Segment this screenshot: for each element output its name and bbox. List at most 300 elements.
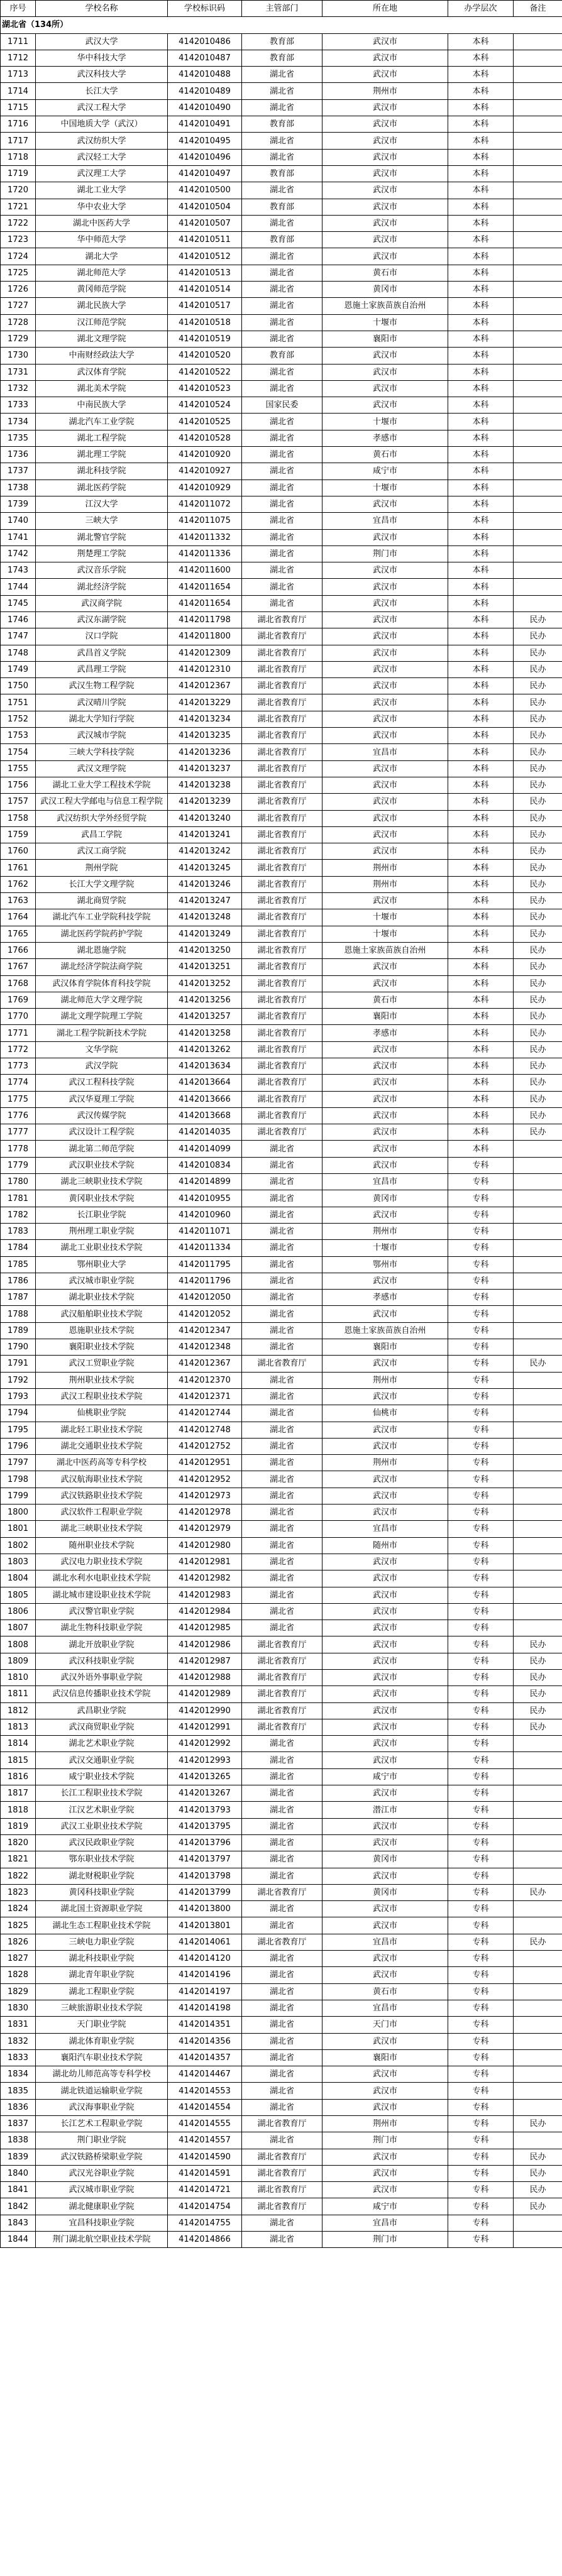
cell-serial: 1826 [1, 1934, 36, 1950]
cell-department: 湖北省教育厅 [242, 876, 322, 892]
cell-school-name: 武汉大学 [36, 33, 168, 50]
cell-location: 武汉市 [322, 628, 448, 645]
cell-location: 武汉市 [322, 711, 448, 727]
cell-school-name: 武汉船舶职业技术学院 [36, 1306, 168, 1322]
table-row [1, 314, 562, 331]
cell-department: 湖北省 [242, 595, 322, 611]
cell-serial: 1807 [1, 1620, 36, 1636]
table-row [1, 661, 562, 677]
header-school-code: 学校标识码 [168, 1, 242, 17]
cell-serial: 1829 [1, 1983, 36, 2000]
cell-school-code: 4142010960 [168, 1207, 242, 1223]
cell-school-code: 4142012367 [168, 678, 242, 694]
cell-school-name: 黄冈职业技术学院 [36, 1190, 168, 1207]
cell-school-code: 4142010834 [168, 1157, 242, 1173]
cell-remark: 民办 [514, 611, 562, 628]
cell-serial: 1779 [1, 1157, 36, 1173]
cell-level: 本科 [448, 331, 514, 347]
cell-remark [514, 430, 562, 446]
cell-serial: 1758 [1, 810, 36, 826]
table-row [1, 348, 562, 364]
cell-remark: 民办 [514, 661, 562, 677]
cell-school-name: 湖北大学知行学院 [36, 711, 168, 727]
cell-level: 本科 [448, 1058, 514, 1075]
table-row [1, 397, 562, 414]
cell-school-name: 黄冈师范学院 [36, 282, 168, 298]
cell-level: 本科 [448, 728, 514, 744]
cell-school-name: 荆州学院 [36, 860, 168, 876]
cell-location: 十堰市 [322, 414, 448, 430]
table-row [1, 1025, 562, 1041]
cell-school-code: 4142013247 [168, 893, 242, 909]
table-row [1, 67, 562, 83]
cell-school-code: 4142012988 [168, 1669, 242, 1685]
table-row [1, 975, 562, 992]
cell-school-name: 湖北生物科技职业学院 [36, 1620, 168, 1636]
cell-school-name: 华中师范大学 [36, 232, 168, 248]
cell-department: 湖北省 [242, 2132, 322, 2149]
cell-serial: 1805 [1, 1587, 36, 1603]
cell-location: 武汉市 [322, 1967, 448, 1983]
cell-serial: 1819 [1, 1818, 36, 1834]
table-row [1, 826, 562, 843]
table-row [1, 860, 562, 876]
table-row [1, 1818, 562, 1834]
cell-remark [514, 199, 562, 215]
cell-department: 湖北省 [242, 1207, 322, 1223]
cell-location: 武汉市 [322, 661, 448, 677]
cell-school-name: 襄阳汽车职业技术学院 [36, 2049, 168, 2066]
cell-remark [514, 99, 562, 116]
cell-school-code: 4142010517 [168, 298, 242, 314]
cell-school-code: 4142013800 [168, 1901, 242, 1917]
cell-remark: 民办 [514, 1636, 562, 1653]
cell-serial: 1822 [1, 1868, 36, 1884]
cell-remark [514, 513, 562, 529]
cell-school-name: 三峡大学科技学院 [36, 744, 168, 760]
cell-department: 湖北省 [242, 1190, 322, 1207]
cell-location: 武汉市 [322, 1141, 448, 1157]
cell-level: 专科 [448, 1818, 514, 1834]
cell-serial: 1783 [1, 1223, 36, 1239]
table-row [1, 545, 562, 562]
cell-school-name: 武汉体育学院体育科技学院 [36, 975, 168, 992]
cell-location: 武汉市 [322, 678, 448, 694]
cell-department: 湖北省 [242, 282, 322, 298]
cell-department: 湖北省 [242, 1174, 322, 1190]
table-row [1, 1785, 562, 1802]
cell-level: 本科 [448, 678, 514, 694]
cell-remark: 民办 [514, 628, 562, 645]
cell-location: 荆州市 [322, 83, 448, 99]
cell-location: 武汉市 [322, 694, 448, 711]
table-row [1, 380, 562, 397]
cell-school-code: 4142010927 [168, 463, 242, 480]
cell-location: 荆州市 [322, 860, 448, 876]
table-row [1, 1570, 562, 1587]
cell-location: 武汉市 [322, 99, 448, 116]
cell-location: 武汉市 [322, 165, 448, 182]
cell-location: 黄冈市 [322, 1884, 448, 1900]
cell-remark [514, 282, 562, 298]
cell-serial: 1792 [1, 1372, 36, 1388]
cell-level: 本科 [448, 694, 514, 711]
cell-school-name: 湖北经济学院 [36, 579, 168, 595]
cell-department: 湖北省 [242, 1587, 322, 1603]
cell-remark [514, 1901, 562, 1917]
cell-location: 武汉市 [322, 496, 448, 512]
cell-serial: 1776 [1, 1107, 36, 1124]
cell-school-name: 武汉文理学院 [36, 760, 168, 777]
cell-department: 湖北省 [242, 2066, 322, 2083]
cell-department: 湖北省教育厅 [242, 1686, 322, 1702]
cell-serial: 1713 [1, 67, 36, 83]
cell-level: 本科 [448, 959, 514, 975]
cell-remark [514, 348, 562, 364]
cell-serial: 1769 [1, 992, 36, 1008]
cell-school-code: 4142014721 [168, 2182, 242, 2198]
cell-school-name: 湖北城市建设职业技术学院 [36, 1587, 168, 1603]
cell-serial: 1747 [1, 628, 36, 645]
cell-location: 潜江市 [322, 1802, 448, 1818]
cell-location: 荆州市 [322, 2116, 448, 2132]
cell-school-code: 4142012992 [168, 1736, 242, 1752]
cell-school-code: 4142010489 [168, 83, 242, 99]
cell-school-name: 恩施职业技术学院 [36, 1322, 168, 1339]
cell-department: 湖北省 [242, 1521, 322, 1537]
cell-level: 专科 [448, 2165, 514, 2181]
table-row [1, 942, 562, 958]
cell-level: 专科 [448, 1554, 514, 1570]
cell-school-name: 武汉城市学院 [36, 728, 168, 744]
cell-school-name: 三峡旅游职业技术学院 [36, 2000, 168, 2016]
cell-serial: 1767 [1, 959, 36, 975]
cell-school-code: 4142013666 [168, 1091, 242, 1107]
cell-school-name: 荆楚理工学院 [36, 545, 168, 562]
table-row [1, 728, 562, 744]
cell-school-code: 4142013242 [168, 843, 242, 860]
cell-serial: 1832 [1, 2033, 36, 2049]
cell-location: 武汉市 [322, 1603, 448, 1620]
cell-level: 专科 [448, 1504, 514, 1521]
cell-school-code: 4142014554 [168, 2099, 242, 2115]
cell-level: 本科 [448, 1009, 514, 1025]
cell-location: 十堰市 [322, 314, 448, 331]
cell-remark: 民办 [514, 1653, 562, 1669]
cell-school-name: 湖北文理学院理工学院 [36, 1009, 168, 1025]
cell-school-name: 武汉工程大学邮电与信息工程学院 [36, 794, 168, 810]
cell-remark: 民办 [514, 893, 562, 909]
cell-serial: 1729 [1, 331, 36, 347]
cell-level: 本科 [448, 645, 514, 661]
cell-school-code: 4142012982 [168, 1570, 242, 1587]
table-row [1, 694, 562, 711]
cell-school-code: 4142013262 [168, 1041, 242, 1058]
cell-school-name: 武汉商学院 [36, 595, 168, 611]
cell-remark: 民办 [514, 2149, 562, 2165]
table-row [1, 1058, 562, 1075]
table-row [1, 843, 562, 860]
cell-school-code: 4142014557 [168, 2132, 242, 2149]
table-row [1, 2000, 562, 2016]
cell-serial: 1817 [1, 1785, 36, 1802]
table-row [1, 116, 562, 133]
cell-school-name: 宜昌科技职业学院 [36, 2215, 168, 2231]
table-row [1, 777, 562, 793]
cell-remark: 民办 [514, 926, 562, 942]
cell-remark [514, 50, 562, 66]
cell-remark [514, 1785, 562, 1802]
table-row [1, 1339, 562, 1356]
cell-level: 专科 [448, 1339, 514, 1356]
cell-remark: 民办 [514, 909, 562, 926]
cell-school-code: 4142012980 [168, 1537, 242, 1554]
cell-serial: 1820 [1, 1834, 36, 1851]
cell-serial: 1777 [1, 1124, 36, 1141]
cell-remark [514, 2017, 562, 2033]
cell-remark [514, 1372, 562, 1388]
cell-department: 湖北省教育厅 [242, 628, 322, 645]
cell-location: 武汉市 [322, 1422, 448, 1438]
table-row [1, 447, 562, 463]
cell-school-code: 4142014553 [168, 2083, 242, 2099]
cell-remark [514, 447, 562, 463]
cell-serial: 1731 [1, 364, 36, 380]
cell-serial: 1802 [1, 1537, 36, 1554]
cell-level: 本科 [448, 447, 514, 463]
cell-department: 湖北省教育厅 [242, 1107, 322, 1124]
cell-school-name: 湖北工程职业学院 [36, 1983, 168, 2000]
cell-location: 武汉市 [322, 33, 448, 50]
cell-location: 宜昌市 [322, 2000, 448, 2016]
cell-department: 湖北省 [242, 1802, 322, 1818]
cell-serial: 1734 [1, 414, 36, 430]
header-level: 办学层次 [448, 1, 514, 17]
cell-location: 武汉市 [322, 1917, 448, 1934]
cell-school-code: 4142010519 [168, 331, 242, 347]
cell-department: 湖北省 [242, 215, 322, 231]
cell-department: 湖北省 [242, 182, 322, 199]
cell-school-name: 仙桃职业学院 [36, 1405, 168, 1422]
cell-location: 武汉市 [322, 843, 448, 860]
table-row [1, 480, 562, 496]
cell-school-name: 三峡电力职业学院 [36, 1934, 168, 1950]
cell-school-name: 湖北铁道运输职业学院 [36, 2083, 168, 2099]
cell-department: 湖北省教育厅 [242, 942, 322, 958]
table-row [1, 1124, 562, 1141]
cell-department: 湖北省 [242, 1240, 322, 1256]
cell-level: 专科 [448, 2215, 514, 2231]
table-row [1, 1521, 562, 1537]
table-row [1, 1554, 562, 1570]
cell-department: 湖北省 [242, 2017, 322, 2033]
cell-level: 专科 [448, 1372, 514, 1388]
cell-school-name: 天门职业学院 [36, 2017, 168, 2033]
cell-level: 本科 [448, 1041, 514, 1058]
cell-location: 武汉市 [322, 199, 448, 215]
cell-department: 湖北省教育厅 [242, 1041, 322, 1058]
cell-school-name: 湖北工业职业技术学院 [36, 1240, 168, 1256]
cell-remark: 民办 [514, 1934, 562, 1950]
table-row [1, 1190, 562, 1207]
table-row [1, 513, 562, 529]
cell-level: 本科 [448, 711, 514, 727]
cell-school-name: 三峡大学 [36, 513, 168, 529]
cell-location: 武汉市 [322, 959, 448, 975]
cell-level: 本科 [448, 348, 514, 364]
cell-remark [514, 1752, 562, 1768]
cell-school-name: 湖北警官学院 [36, 529, 168, 545]
cell-school-code: 4142010929 [168, 480, 242, 496]
cell-serial: 1711 [1, 33, 36, 50]
cell-department: 湖北省 [242, 133, 322, 149]
cell-school-code: 4142014196 [168, 1967, 242, 1983]
cell-department: 湖北省 [242, 1967, 322, 1983]
cell-remark [514, 1868, 562, 1884]
cell-level: 专科 [448, 1851, 514, 1868]
cell-level: 专科 [448, 1983, 514, 2000]
cell-serial: 1759 [1, 826, 36, 843]
cell-location: 咸宁市 [322, 463, 448, 480]
table-row [1, 611, 562, 628]
cell-location: 十堰市 [322, 480, 448, 496]
cell-serial: 1738 [1, 480, 36, 496]
cell-department: 湖北省 [242, 1504, 322, 1521]
cell-school-name: 江汉艺术职业学院 [36, 1802, 168, 1818]
cell-school-code: 4142010513 [168, 265, 242, 281]
cell-school-code: 4142014555 [168, 2116, 242, 2132]
cell-level: 专科 [448, 1570, 514, 1587]
cell-school-code: 4142014590 [168, 2149, 242, 2165]
table-row [1, 2083, 562, 2099]
cell-level: 本科 [448, 529, 514, 545]
cell-department: 湖北省教育厅 [242, 843, 322, 860]
cell-school-name: 武汉铁路桥梁职业学院 [36, 2149, 168, 2165]
cell-school-name: 湖北恩施学院 [36, 942, 168, 958]
cell-school-name: 武昌理工学院 [36, 661, 168, 677]
header-row [1, 1, 562, 17]
cell-school-name: 武汉华夏理工学院 [36, 1091, 168, 1107]
cell-serial: 1739 [1, 496, 36, 512]
cell-serial: 1773 [1, 1058, 36, 1075]
cell-remark [514, 2215, 562, 2231]
cell-department: 湖北省教育厅 [242, 1934, 322, 1950]
cell-school-name: 武汉城市职业学院 [36, 1273, 168, 1289]
cell-serial: 1821 [1, 1851, 36, 1868]
cell-serial: 1730 [1, 348, 36, 364]
cell-department: 湖北省 [242, 1290, 322, 1306]
cell-school-name: 湖北青年职业学院 [36, 1967, 168, 1983]
cell-serial: 1841 [1, 2182, 36, 2198]
cell-school-name: 湖北职业技术学院 [36, 1290, 168, 1306]
cell-serial: 1755 [1, 760, 36, 777]
cell-serial: 1789 [1, 1322, 36, 1339]
cell-level: 本科 [448, 810, 514, 826]
cell-serial: 1781 [1, 1190, 36, 1207]
cell-department: 湖北省教育厅 [242, 1719, 322, 1735]
cell-department: 湖北省 [242, 1834, 322, 1851]
cell-remark [514, 380, 562, 397]
cell-level: 专科 [448, 1455, 514, 1471]
cell-department: 湖北省 [242, 364, 322, 380]
cell-remark [514, 1339, 562, 1356]
cell-remark [514, 496, 562, 512]
cell-serial: 1757 [1, 794, 36, 810]
cell-level: 专科 [448, 1388, 514, 1405]
cell-school-code: 4142010488 [168, 67, 242, 83]
cell-department: 湖北省教育厅 [242, 777, 322, 793]
cell-school-code: 4142012987 [168, 1653, 242, 1669]
cell-department: 湖北省 [242, 99, 322, 116]
cell-location: 荆州市 [322, 1372, 448, 1388]
cell-level: 专科 [448, 2017, 514, 2033]
cell-remark [514, 2232, 562, 2248]
cell-level: 本科 [448, 430, 514, 446]
cell-department: 湖北省 [242, 2049, 322, 2066]
cell-serial: 1753 [1, 728, 36, 744]
cell-location: 武汉市 [322, 215, 448, 231]
cell-school-code: 4142013238 [168, 777, 242, 793]
cell-location: 武汉市 [322, 1901, 448, 1917]
cell-school-name: 武汉工程科技学院 [36, 1075, 168, 1091]
cell-location: 武汉市 [322, 1554, 448, 1570]
cell-level: 专科 [448, 1967, 514, 1983]
cell-remark: 民办 [514, 1025, 562, 1041]
cell-level: 专科 [448, 1157, 514, 1173]
cell-serial: 1727 [1, 298, 36, 314]
table-row [1, 232, 562, 248]
table-row [1, 1768, 562, 1785]
cell-school-code: 4142010524 [168, 397, 242, 414]
cell-department: 湖北省教育厅 [242, 810, 322, 826]
cell-remark [514, 2000, 562, 2016]
cell-remark [514, 149, 562, 165]
cell-serial: 1782 [1, 1207, 36, 1223]
cell-location: 鄂州市 [322, 1256, 448, 1273]
cell-school-code: 4142011796 [168, 1273, 242, 1289]
cell-remark [514, 545, 562, 562]
cell-remark: 民办 [514, 843, 562, 860]
cell-school-name: 中南民族大学 [36, 397, 168, 414]
cell-school-name: 长江大学文理学院 [36, 876, 168, 892]
cell-location: 武汉市 [322, 794, 448, 810]
cell-level: 专科 [448, 1587, 514, 1603]
cell-remark [514, 1554, 562, 1570]
cell-department: 湖北省 [242, 1901, 322, 1917]
cell-serial: 1725 [1, 265, 36, 281]
table-row [1, 496, 562, 512]
cell-school-code: 4142010496 [168, 149, 242, 165]
table-row [1, 33, 562, 50]
cell-school-code: 4142012989 [168, 1686, 242, 1702]
cell-remark [514, 2033, 562, 2049]
cell-level: 专科 [448, 1785, 514, 1802]
cell-department: 湖北省教育厅 [242, 1702, 322, 1719]
cell-school-name: 荆州理工职业学院 [36, 1223, 168, 1239]
cell-serial: 1831 [1, 2017, 36, 2033]
table-row [1, 893, 562, 909]
table-row [1, 992, 562, 1008]
table-row [1, 1455, 562, 1471]
cell-level: 本科 [448, 1091, 514, 1107]
cell-school-code: 4142012748 [168, 1422, 242, 1438]
cell-serial: 1778 [1, 1141, 36, 1157]
table-row [1, 1207, 562, 1223]
cell-serial: 1813 [1, 1719, 36, 1735]
header-serial: 序号 [1, 1, 36, 17]
cell-department: 湖北省教育厅 [242, 926, 322, 942]
table-row [1, 2165, 562, 2181]
